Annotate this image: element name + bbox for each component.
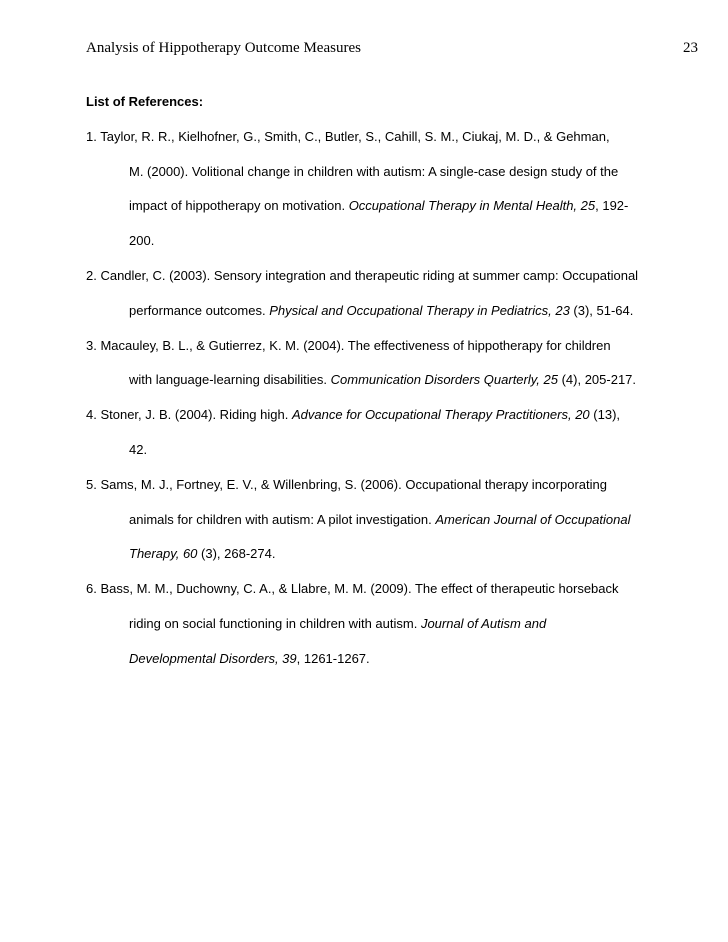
reference-source-italic: Physical and Occupational Therapy in Pediatrics, 23 bbox=[269, 302, 570, 318]
page-number: 23 bbox=[683, 40, 698, 56]
reference-first-line bbox=[86, 572, 686, 607]
reference-first-line bbox=[86, 329, 686, 364]
reference-continuation-line bbox=[86, 155, 686, 190]
reference-continuation-line bbox=[86, 642, 686, 677]
reference-text: (13), bbox=[589, 407, 621, 423]
reference-first-line bbox=[86, 468, 686, 503]
reference-continuation-line bbox=[86, 189, 686, 224]
reference-source-italic: Communication Disorders Quarterly, 25 bbox=[330, 372, 558, 388]
reference-text: with language-learning disabilities. bbox=[129, 372, 331, 388]
reference-continuation-line bbox=[86, 433, 686, 468]
document-body bbox=[86, 85, 686, 677]
reference-continuation-line bbox=[86, 363, 686, 398]
reference-text: 1. Taylor, R. R., Kielhofner, G., Smith, C., Butler, S., Cahill, S. M., Ciukaj, M. D., & Gehman, bbox=[86, 128, 610, 144]
reference-entry bbox=[86, 259, 686, 329]
reference-entry bbox=[86, 120, 686, 259]
reference-source-italic: Journal of Autism and bbox=[420, 615, 547, 631]
reference-entry bbox=[86, 398, 686, 468]
reference-text: 5. Sams, M. J., Fortney, E. V., & Willenbring, S. (2006). Occupational therapy incorporating bbox=[86, 476, 607, 492]
reference-text: 4. Stoner, J. B. (2004). Riding high. bbox=[86, 407, 292, 423]
reference-source-italic: Advance for Occupational Therapy Practitioners, 20 bbox=[291, 407, 590, 423]
reference-text: (4), 205-217. bbox=[557, 372, 637, 388]
reference-continuation-line bbox=[86, 607, 686, 642]
reference-text: 3. Macauley, B. L., & Gutierrez, K. M. (2004). The effectiveness of hippotherapy for children bbox=[86, 337, 611, 353]
reference-entry bbox=[86, 329, 686, 399]
reference-text: (3), 268-274. bbox=[197, 546, 276, 562]
reference-source-italic: Developmental Disorders, 39 bbox=[129, 650, 297, 666]
reference-first-line bbox=[86, 120, 686, 155]
reference-text: 200. bbox=[129, 233, 155, 249]
reference-first-line bbox=[86, 398, 686, 433]
reference-text: M. (2000). Volitional change in children with autism: A single-case design study of the bbox=[129, 163, 619, 179]
section-heading: List of References: bbox=[86, 94, 204, 109]
reference-source-italic: Occupational Therapy in Mental Health, 25 bbox=[348, 198, 596, 214]
reference-continuation-line bbox=[86, 294, 686, 329]
reference-text: impact of hippotherapy on motivation. bbox=[129, 198, 349, 214]
reference-text: riding on social functioning in children with autism. bbox=[129, 615, 421, 631]
reference-text: (3), 51-64. bbox=[569, 302, 634, 318]
reference-continuation-line bbox=[86, 503, 686, 538]
reference-text: 6. Bass, M. M., Duchowny, C. A., & Llabre, M. M. (2009). The effect of therapeutic horseback bbox=[86, 581, 619, 597]
running-title: Analysis of Hippotherapy Outcome Measures bbox=[86, 40, 361, 56]
reference-text: 2. Candler, C. (2003). Sensory integration and therapeutic riding at summer camp: Occupational bbox=[86, 267, 639, 283]
reference-text: , 1261-1267. bbox=[296, 650, 370, 666]
reference-first-line bbox=[86, 259, 686, 294]
reference-source-italic: American Journal of Occupational bbox=[435, 511, 631, 527]
reference-source-italic: Therapy, 60 bbox=[129, 546, 198, 562]
reference-entry bbox=[86, 572, 686, 676]
reference-continuation-line bbox=[86, 224, 686, 259]
reference-continuation-line bbox=[86, 537, 686, 572]
reference-text: performance outcomes. bbox=[129, 302, 270, 318]
reference-text: 42. bbox=[129, 441, 148, 457]
reference-entry bbox=[86, 468, 686, 572]
reference-text: , 192- bbox=[595, 198, 629, 214]
reference-text: animals for children with autism: A pilot investigation. bbox=[129, 511, 436, 527]
running-head bbox=[86, 40, 698, 62]
reference-list bbox=[86, 120, 686, 677]
